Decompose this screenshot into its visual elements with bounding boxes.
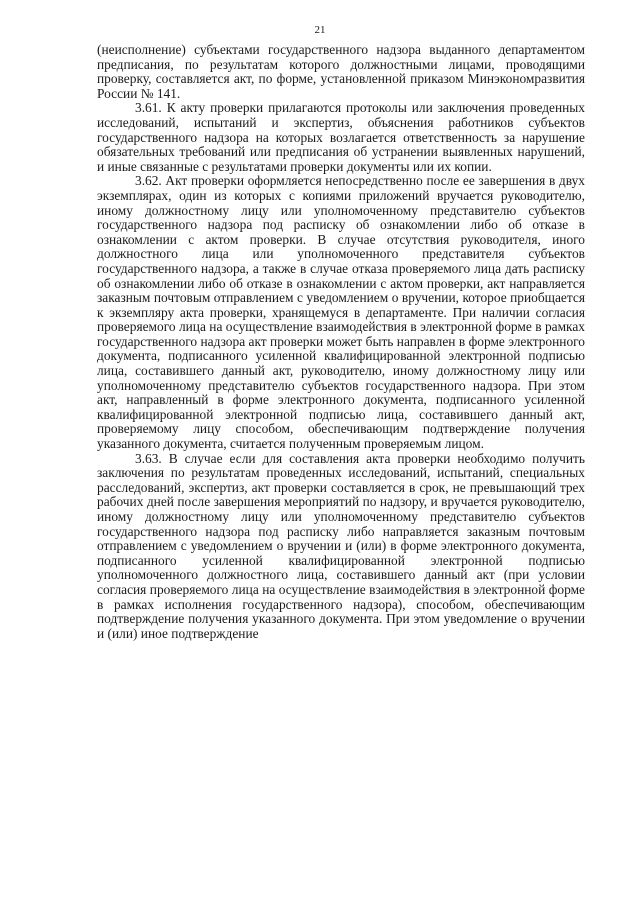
paragraph-continuation: (неисполнение) субъектами государственного надзора выданного департаментом предписания, по результатам которого должностными лицами, проводящими проверку, составляется акт, по форме, установленной приказом Минэкономразвития России № 141. xyxy=(97,42,585,101)
paragraph-3-61: 3.61. К акту проверки прилагаются протоколы или заключения проведенных исследований, испытаний и экспертиз, объяснения работников субъектов государственного надзора на которых возлагается ответственность за нарушение обязательных требований или предписания об устранении выявленных нарушений, и иные связанные с результатами проверки документы или их копии. xyxy=(97,100,585,174)
document-body xyxy=(97,43,585,641)
paragraph-3-62: 3.62. Акт проверки оформляется непосредственно после ее завершения в двух экземплярах, один из которых с копиями приложений вручается руководителю, иному должностному лицу или уполномоченному представителю субъектов государственного надзора под расписку об ознакомлении либо об отказе в ознакомлении с актом проверки. В случае отсутствия руководителя, иного должностного лица или уполномоченного представителя субъектов государственного надзора, а также в случае отказа проверяемого лица дать расписку об ознакомлении либо об отказе в ознакомлении с актом проверки, акт направляется заказным почтовым отправлением с уведомлением о вручении, которое приобщается к экземпляру акта проверки, хранящемуся в департаменте. При наличии согласия проверяемого лица на осуществление взаимодействия в электронной форме в рамках государственного надзора акт проверки может быть направлен в форме электронного документа, подписанного усиленной квалифицированной электронной подписью лица, составившего данный акт, руководителю, иному должностному лицу или уполномоченному представителю субъектов государственного надзора. При этом акт, направленный в форме электронного документа, подписанного усиленной квалифицированной электронной подписью лица, составившего данный акт, проверяемому лицу способом, обеспечивающим подтверждение получения указанного документа, считается полученным проверяемым лицом. xyxy=(97,173,585,452)
paragraph-3-63: 3.63. В случае если для составления акта проверки необходимо получить заключения по результатам проведенных исследований, испытаний, специальных расследований, экспертиз, акт проверки составляется в срок, не превышающий трех рабочих дней после завершения мероприятий по надзору, и вручается руководителю, иному должностному лицу или уполномоченному представителю субъектов государственного надзора под расписку либо направляется заказным почтовым отправлением с уведомлением о вручении и (или) в форме электронного документа, подписанного усиленной квалифицированной электронной подписью уполномоченного должностного лица, составившего данный акт (при условии согласия проверяемого лица на осуществление взаимодействия в электронной форме в рамках исполнения государственного надзора), способом, обеспечивающим подтверждение получения указанного документа. При этом уведомление о вручении и (или) иное подтверждение xyxy=(97,450,585,641)
page-number: 21 xyxy=(314,24,326,36)
